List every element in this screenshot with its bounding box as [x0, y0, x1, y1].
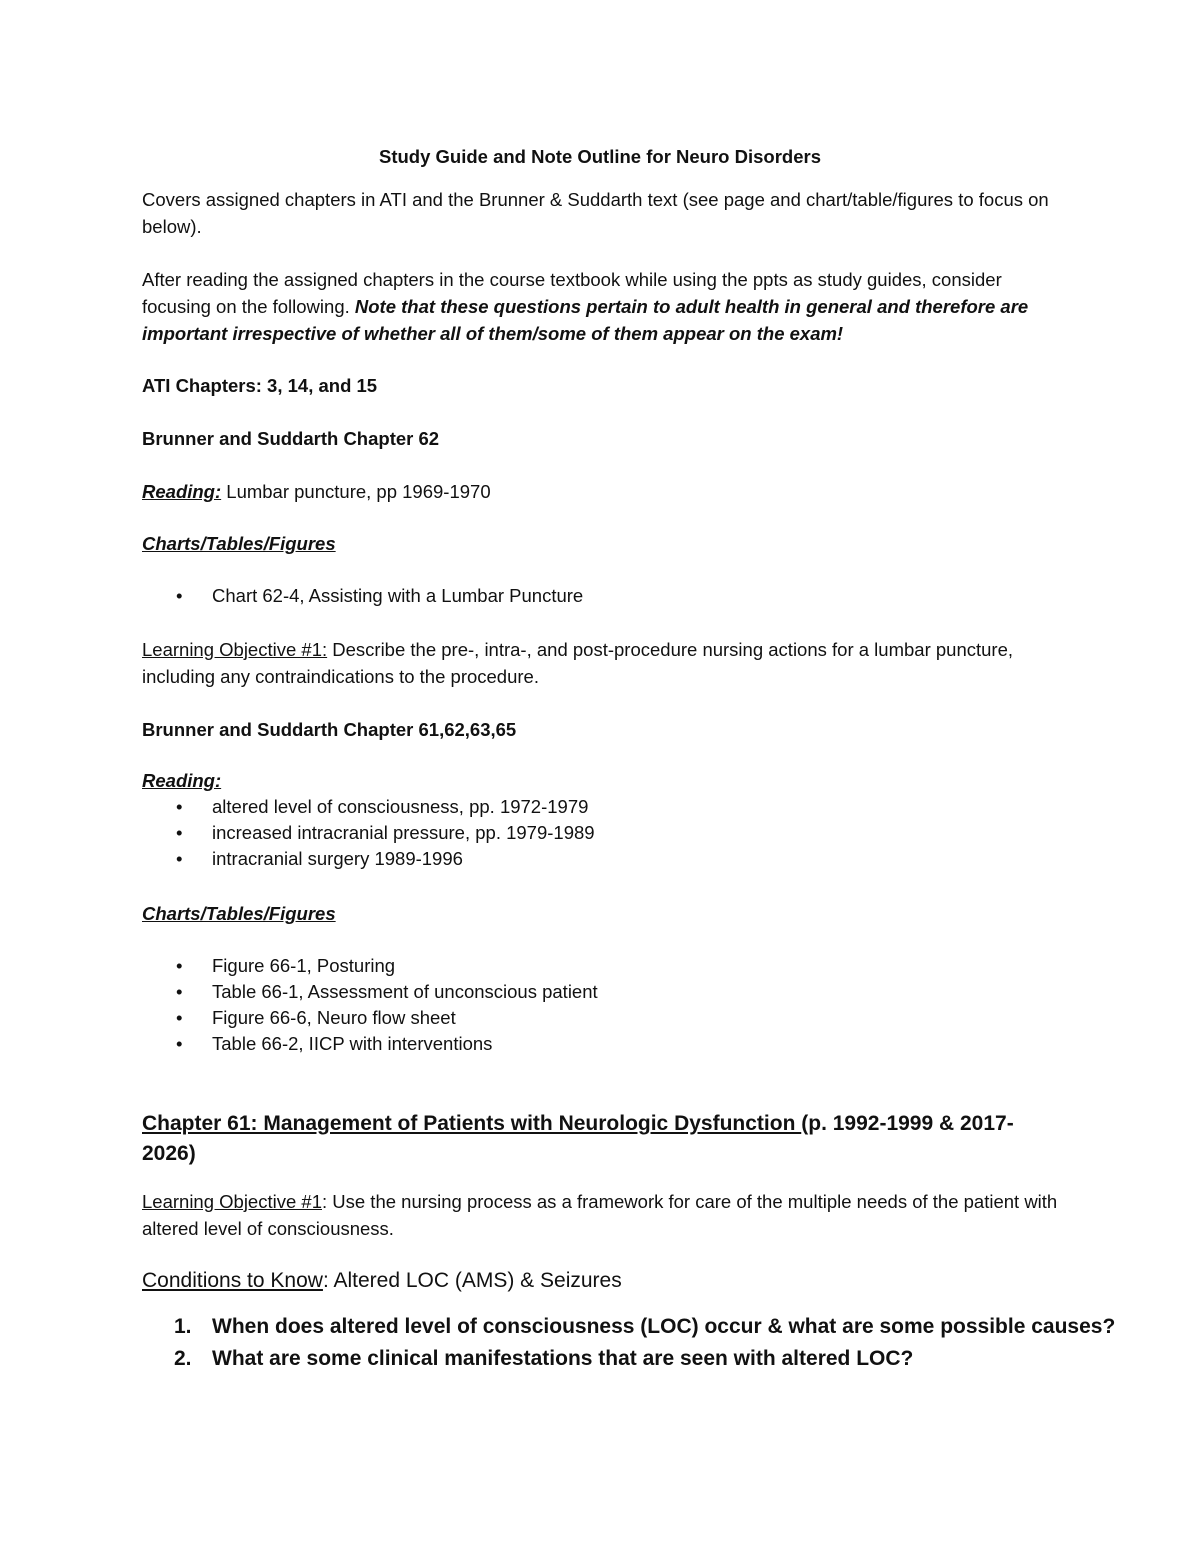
- section2-reading-label: Reading:: [142, 770, 222, 791]
- chapter61-heading-pages: (p. 1992-1999 & 2017-2026): [142, 1112, 1014, 1165]
- chapter61-heading-underlined: Chapter 61: Management of Patients with Neurologic Dysfunction: [142, 1112, 802, 1135]
- section1-objective: [142, 636, 1062, 690]
- chapter61-heading: [142, 1109, 1022, 1169]
- section2-chart-item: Table 66-1, Assessment of unconscious patient: [212, 981, 598, 1002]
- section1-objective-label: Learning Objective #1:: [142, 639, 328, 660]
- intro-paragraph: Covers assigned chapters in ATI and the Brunner & Suddarth text (see page and chart/table/figures to focus on below).: [142, 189, 1049, 237]
- section1-reading-text: Lumbar puncture, pp 1969-1970: [221, 481, 491, 502]
- question-number: 2.: [174, 1347, 192, 1370]
- conditions-text: : Altered LOC (AMS) & Seizures: [322, 1269, 622, 1292]
- section1-charts-label: Charts/Tables/Figures: [142, 533, 336, 554]
- bullet-icon: •: [176, 822, 183, 843]
- chapter61-objective: [142, 1188, 1062, 1242]
- section1-reading-label: Reading:: [142, 481, 222, 502]
- bullet-icon: •: [176, 1007, 183, 1028]
- bullet-icon: •: [176, 1033, 183, 1054]
- ati-chapters: ATI Chapters: 3, 14, and 15: [142, 375, 378, 396]
- section1-heading: Brunner and Suddarth Chapter 62: [142, 428, 440, 449]
- question-text: When does altered level of consciousness (LOC) occur & what are some possible causes?: [212, 1315, 1116, 1338]
- conditions-label: Conditions to Know: [142, 1269, 323, 1292]
- bullet-icon: •: [176, 981, 183, 1002]
- section2-chart-item: Figure 66-1, Posturing: [212, 955, 396, 976]
- section2-reading-item: altered level of consciousness, pp. 1972-1979: [212, 796, 589, 817]
- bullet-icon: •: [176, 848, 183, 869]
- question-number: 1.: [174, 1315, 192, 1338]
- section1-chart-item: Chart 62-4, Assisting with a Lumbar Puncture: [212, 585, 584, 606]
- section2-reading-item: increased intracranial pressure, pp. 1979-1989: [212, 822, 595, 843]
- section2-reading-item: intracranial surgery 1989-1996: [212, 848, 463, 869]
- after-reading-text: After reading the assigned chapters in the course textbook while using the ppts as study guides, consider focusing on the following.: [142, 269, 1002, 317]
- after-reading-paragraph: [142, 266, 1062, 347]
- bullet-icon: •: [176, 585, 183, 606]
- bullet-icon: •: [176, 796, 183, 817]
- section1-objective-text: Describe the pre-, intra-, and post-procedure nursing actions for a lumbar puncture, including any contraindications to the procedure.: [142, 639, 1013, 687]
- question-text: What are some clinical manifestations that are seen with altered LOC?: [212, 1347, 914, 1370]
- section2-chart-item: Table 66-2, IICP with interventions: [212, 1033, 493, 1054]
- section2-heading: Brunner and Suddarth Chapter 61,62,63,65: [142, 719, 517, 740]
- after-reading-emphasis: Note that these questions pertain to adult health in general and therefore are important irrespective of whether all of them/some of them appear on the exam!: [142, 296, 1029, 344]
- section2-chart-item: Figure 66-6, Neuro flow sheet: [212, 1007, 456, 1028]
- chapter61-objective-text: : Use the nursing process as a framework for care of the multiple needs of the patient with altered level of consciousness.: [142, 1191, 1058, 1239]
- section1-reading: [142, 478, 1062, 505]
- section2-charts-label: Charts/Tables/Figures: [142, 903, 336, 924]
- bullet-icon: •: [176, 955, 183, 976]
- chapter61-objective-label: Learning Objective #1: [142, 1191, 322, 1212]
- conditions-to-know: [142, 1266, 1062, 1296]
- page-title: Study Guide and Note Outline for Neuro Disorders: [379, 146, 821, 167]
